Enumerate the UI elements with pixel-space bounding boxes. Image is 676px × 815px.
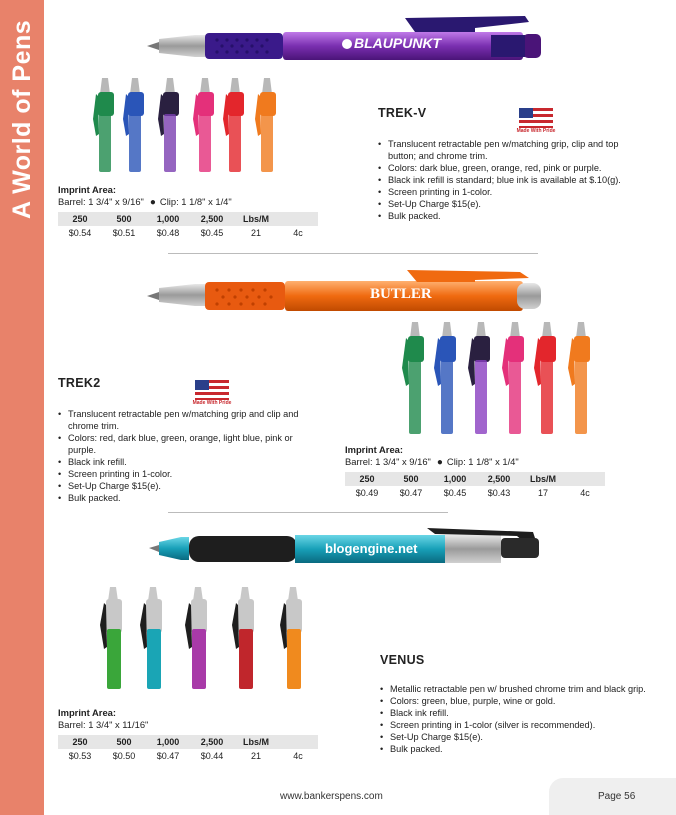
imprint-label: Imprint Area: (345, 444, 403, 455)
weight-header: Lbs/M (243, 214, 269, 224)
feature-item: • Screen printing in 1-color. (378, 186, 640, 198)
trek-v-imprint-area (58, 184, 232, 209)
qty-header: 2,500 (200, 737, 224, 747)
price-table-header (58, 735, 318, 749)
venus-imprint-area (58, 707, 148, 731)
price-cell: $0.48 (156, 228, 180, 238)
trek-v-title: TREK-V (378, 106, 427, 120)
weight-cell: 21 (250, 228, 261, 238)
qty-header: 2,500 (200, 214, 224, 224)
venus-title: VENUS (380, 653, 425, 667)
imprint-label: Imprint Area: (58, 707, 116, 718)
qty-header: 500 (116, 737, 132, 747)
weight-cell: 17 (537, 488, 548, 498)
feature-item: • Set-Up Charge $15(e). (58, 480, 320, 492)
imprint-barrel: Barrel: 1 3/4" x 9/16" (58, 196, 144, 207)
feature-item: • Colors: red, dark blue, green, orange, light blue, pink or purple. (58, 432, 320, 456)
bullet-dot: ● (436, 457, 443, 468)
footer-url[interactable]: www.bankerspens.com (280, 791, 383, 802)
feature-item: • Bulk packed. (58, 492, 320, 504)
trek-v-color-pens-image (90, 74, 290, 176)
feature-item: • Set-Up Charge $15(e). (378, 198, 640, 210)
trek-v-price-table (58, 212, 318, 240)
trek2-color-pens-image (398, 320, 598, 438)
trek-v-made-with-pride-badge (514, 108, 558, 134)
trek2-price-table (345, 472, 605, 500)
venus-brand-text: blogengine.net (325, 541, 418, 556)
qty-header: 500 (403, 474, 419, 484)
feature-item: • Screen printing in 1-color (silver is recommended). (380, 719, 650, 731)
feature-item: • Bulk packed. (380, 743, 650, 755)
feature-item: • Black ink refill is standard; blue ink is available at $.10(g). (378, 174, 640, 186)
qty-header: 1,000 (443, 474, 467, 484)
trek2-title: TREK2 (58, 376, 101, 390)
price-cell: $0.43 (487, 488, 511, 498)
price-cell: $0.47 (156, 751, 180, 761)
feature-item: • Screen printing in 1-color. (58, 468, 320, 480)
weight-header: Lbs/M (530, 474, 556, 484)
feature-item: • Colors: dark blue, green, orange, red, pink or purple. (378, 162, 640, 174)
imprint-clip: Clip: 1 1/8" x 1/4" (159, 196, 232, 207)
price-table-header (58, 212, 318, 226)
bullet-dot: ● (149, 197, 156, 208)
price-cell: $0.44 (200, 751, 224, 761)
weight-header: Lbs/M (243, 737, 269, 747)
section-divider (168, 512, 448, 513)
feature-item: • Metallic retractable pen w/ brushed chrome trim and black grip. (380, 683, 650, 695)
trek-v-hero-pen-image (145, 12, 545, 74)
page-number: Page 56 (598, 791, 636, 802)
trek-v-badge-text: Made With Pride (516, 128, 556, 134)
venus-color-pens-image (98, 585, 313, 693)
trek2-badge-text: Made With Pride (192, 400, 232, 406)
trek2-made-with-pride-badge (190, 380, 234, 406)
trek2-features-list (58, 408, 320, 504)
venus-price-table (58, 735, 318, 763)
imprint-clip: Clip: 1 1/8" x 1/4" (446, 456, 519, 467)
price-cell: $0.45 (200, 228, 224, 238)
feature-item: • Black ink refill. (58, 456, 320, 468)
price-table-row (58, 749, 318, 763)
feature-item: • Set-Up Charge $15(e). (380, 731, 650, 743)
trek2-imprint-area (345, 444, 519, 469)
price-cell: $0.47 (399, 488, 423, 498)
price-cell: $0.49 (355, 488, 379, 498)
section-divider (168, 253, 538, 254)
price-cell: $0.54 (68, 228, 92, 238)
feature-item: • Black ink refill. (380, 707, 650, 719)
trek-v-features-list (378, 138, 640, 222)
price-cell: $0.50 (112, 751, 136, 761)
us-flag-icon (195, 380, 229, 400)
qty-header: 1,000 (156, 214, 180, 224)
feature-item: • Bulk packed. (378, 210, 640, 222)
price-table-row (58, 226, 318, 240)
qty-header: 250 (359, 474, 375, 484)
trek2-brand-text: BUTLER (370, 286, 432, 302)
sidebar (0, 0, 44, 815)
feature-item: • Translucent retractable pen w/matching grip and clip and chrome trim. (58, 408, 320, 432)
price-cell: $0.53 (68, 751, 92, 761)
price-table-row (345, 486, 605, 500)
imprint-barrel: Barrel: 1 3/4" x 9/16" (345, 456, 431, 467)
price-cell: $0.51 (112, 228, 136, 238)
color-code-cell: 4c (293, 228, 303, 238)
venus-features-list (380, 683, 650, 755)
price-table-header (345, 472, 605, 486)
feature-item: • Translucent retractable pen w/matching grip, clip and top button; and chrome trim. (378, 138, 640, 162)
feature-item: • Colors: green, blue, purple, wine or gold. (380, 695, 650, 707)
qty-header: 500 (116, 214, 132, 224)
imprint-label: Imprint Area: (58, 184, 116, 195)
us-flag-icon (519, 108, 553, 128)
color-code-cell: 4c (580, 488, 590, 498)
price-cell: $0.45 (443, 488, 467, 498)
qty-header: 250 (72, 214, 88, 224)
trek-v-brand-text: BLAUPUNKT (354, 35, 442, 51)
imprint-barrel: Barrel: 1 3/4" x 11/16" (58, 719, 149, 730)
trek2-hero-pen-image (145, 266, 545, 318)
qty-header: 1,000 (156, 737, 180, 747)
qty-header: 250 (72, 737, 88, 747)
qty-header: 2,500 (487, 474, 511, 484)
color-code-cell: 4c (293, 751, 303, 761)
sidebar-title: A World of Pens (8, 19, 36, 219)
weight-cell: 21 (250, 751, 261, 761)
